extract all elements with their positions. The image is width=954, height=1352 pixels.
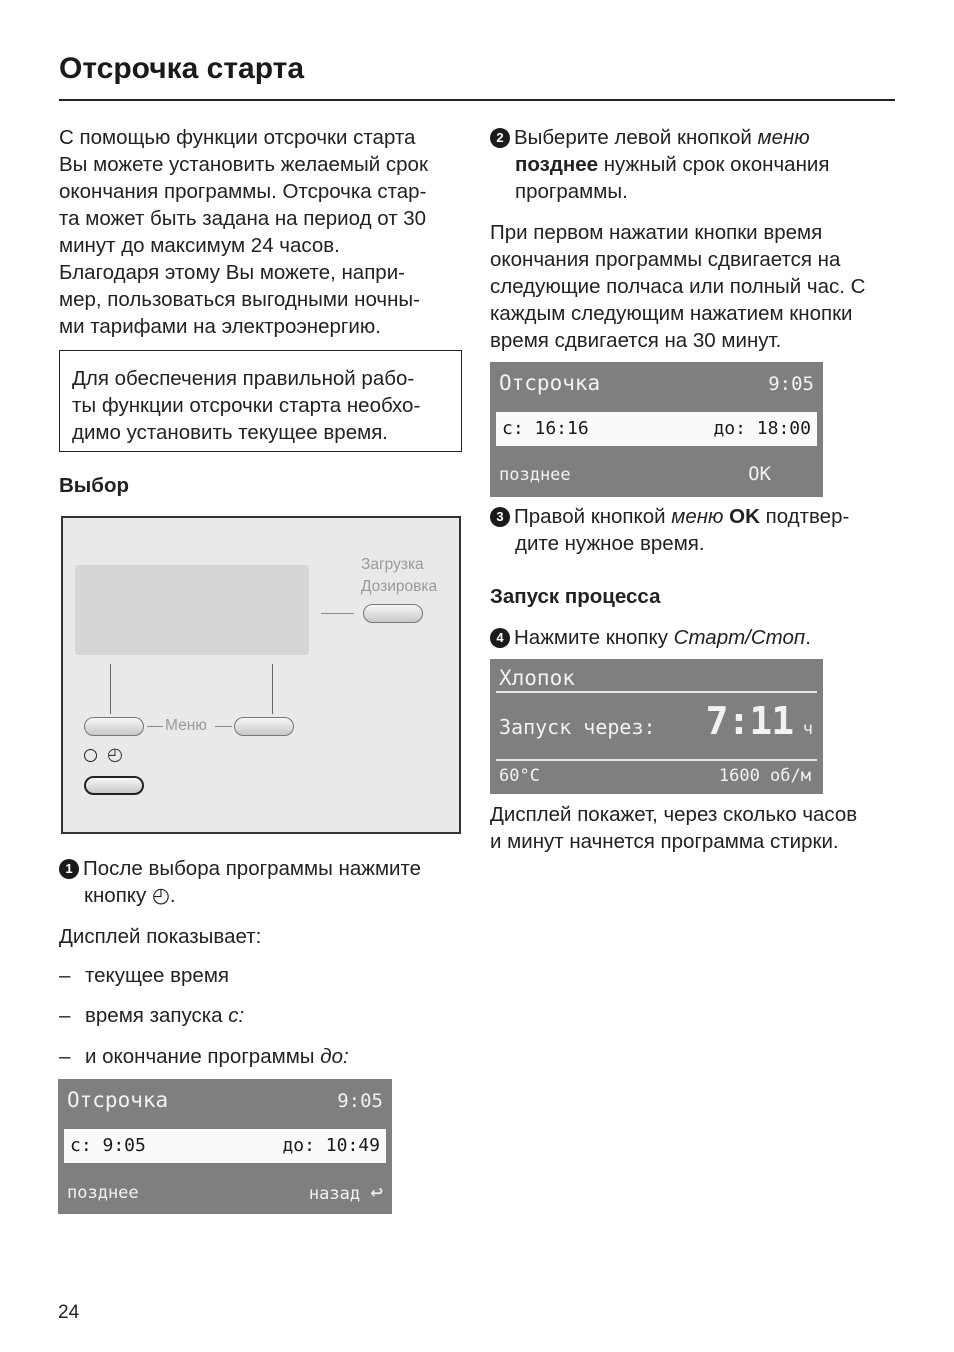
first-press-paragraph — [490, 219, 865, 354]
first-press-line: время сдвигается на 30 минут. — [490, 329, 782, 352]
lcd-clock: 9:05 — [337, 1090, 383, 1112]
lcd-back-label: назад — [308, 1184, 361, 1204]
step4-text: Нажмите кнопку — [514, 626, 674, 649]
menu-left-button[interactable] — [84, 717, 144, 736]
back-arrow-icon: ↩ — [370, 1180, 383, 1204]
lcd-start-time-group — [706, 699, 813, 743]
clock-icon: ◴ — [107, 744, 123, 764]
label-menu: Меню — [165, 717, 207, 734]
selection-heading: Выбор — [59, 474, 130, 497]
display-result-line: Дисплей покажет, через сколько часов — [490, 803, 858, 826]
lcd-unit: ч — [802, 719, 813, 739]
label-dose: Дозировка — [361, 578, 438, 595]
bullet-item — [59, 1045, 349, 1069]
lcd-title: Отсрочка — [67, 1088, 169, 1112]
intro-line: Благодаря этому Вы можете, напри- — [59, 261, 405, 284]
bullet-text: текущее время — [85, 964, 230, 987]
step1 — [59, 855, 421, 909]
clock-icon: ◴ — [151, 884, 170, 907]
intro-line: мер, пользоваться выгодными ночны- — [59, 288, 420, 311]
step3-ok-bold: OK — [729, 505, 760, 528]
lcd-from: с: 16:16 — [502, 418, 589, 439]
intro-paragraph — [59, 124, 428, 340]
step1-line2: кнопку — [84, 884, 152, 907]
notice-line: Для обеспечения правильной рабо- — [72, 367, 415, 390]
dash-mark: – — [59, 964, 71, 987]
display-result-paragraph — [490, 801, 857, 855]
start-process-heading: Запуск процесса — [490, 585, 661, 608]
left-leader-line — [110, 664, 111, 714]
lcd-start-label: Запуск через: — [499, 715, 656, 739]
step2-text: нужный срок окончания — [598, 153, 830, 176]
step1-period: . — [169, 884, 176, 907]
step4-start-stop-italic: Старт/Стоп — [673, 626, 806, 649]
dash-mark: – — [59, 1045, 71, 1068]
menu-right-button[interactable] — [234, 717, 294, 736]
lcd-start-time: 7:11 — [705, 699, 794, 743]
page-title: Отсрочка старта — [59, 52, 305, 85]
step-number-4: 4 — [490, 628, 510, 648]
display-result-line: и минут начнется программа стирки. — [490, 830, 839, 853]
lcd-from: с: 9:05 — [70, 1135, 146, 1156]
display-shows-text: Дисплей показывает: — [59, 925, 262, 948]
lcd-to: до: 10:49 — [282, 1135, 380, 1156]
bullet-item — [59, 964, 229, 988]
lcd-right-button-label — [309, 1180, 383, 1204]
lcd-title: Отсрочка — [499, 371, 601, 395]
step2-menu-italic: меню — [757, 126, 810, 149]
lcd-display-2 — [490, 362, 823, 497]
lcd-display-3 — [490, 659, 823, 794]
lcd-display-1 — [58, 1079, 392, 1214]
step1-line1: После выбора программы нажмите — [83, 857, 422, 880]
step4-period: . — [805, 626, 811, 649]
notice-line: ты функции отсрочки старта необхо- — [72, 394, 421, 417]
first-press-line: следующие полчаса или полный час. С — [490, 275, 866, 298]
intro-line: ми тарифами на электроэнергию. — [59, 315, 381, 338]
menu-line-left — [147, 726, 163, 727]
lcd-program: Хлопок — [499, 666, 575, 690]
lcd-left-button-label: позднее — [499, 465, 571, 485]
lcd-right-button-label: OK — [748, 463, 771, 485]
first-press-line: окончания программы сдвигается на — [490, 248, 841, 271]
label-load: Загрузка — [361, 556, 424, 573]
dose-leader-line — [321, 613, 354, 614]
lcd-spin-speed: 1600 об/м — [718, 766, 811, 786]
first-press-line: При первом нажатии кнопки время — [490, 221, 823, 244]
step3 — [490, 503, 849, 557]
menu-line-right — [215, 726, 232, 727]
step3-menu-italic: меню — [671, 505, 724, 528]
step2-text: Выберите левой кнопкой — [514, 126, 758, 149]
step-number-1: 1 — [59, 859, 79, 879]
control-panel-illustration — [61, 516, 461, 834]
notice-line: димо установить текущее время. — [72, 421, 388, 444]
intro-line: минут до максимум 24 часов. — [59, 234, 340, 257]
lcd-to: до: 18:00 — [713, 418, 811, 439]
lcd-temperature: 60°C — [499, 766, 540, 786]
lcd-left-button-label: позднее — [67, 1183, 139, 1203]
step-number-3: 3 — [490, 507, 510, 527]
intro-line: Вы можете установить желаемый срок — [59, 153, 428, 176]
step3-text: Правой кнопкой — [514, 505, 672, 528]
intro-line: окончания программы. Отсрочка стар- — [59, 180, 427, 203]
panel-display — [75, 565, 309, 655]
page-number: 24 — [58, 1302, 80, 1323]
right-leader-line — [272, 664, 273, 714]
step3-text: дите нужное время. — [515, 532, 705, 555]
step-number-2: 2 — [490, 128, 510, 148]
notice-box — [59, 350, 462, 452]
intro-line: та может быть задана на период от 30 — [59, 207, 427, 230]
title-rule — [59, 99, 895, 101]
notice-text — [72, 365, 420, 446]
step2-later-bold: позднее — [515, 153, 599, 176]
step4 — [490, 624, 811, 651]
intro-line: С помощью функции отсрочки старта — [59, 126, 416, 149]
bullet-italic: с: — [228, 1004, 245, 1027]
indicator-led — [84, 749, 97, 762]
dash-mark: – — [59, 1004, 71, 1027]
lcd-separator — [496, 691, 817, 693]
first-press-line: каждым следующим нажатием кнопки — [490, 302, 853, 325]
bullet-text: и окончание программы — [85, 1045, 321, 1068]
delay-start-button[interactable] — [84, 776, 144, 795]
lcd-highlight-row — [64, 1129, 386, 1163]
lcd-separator — [496, 759, 817, 761]
load-dose-button[interactable] — [363, 604, 423, 623]
step2-text: программы. — [515, 180, 628, 203]
step3-text: подтвер- — [759, 505, 850, 528]
bullet-text: время запуска — [85, 1004, 229, 1027]
step2 — [490, 124, 829, 205]
bullet-item — [59, 1004, 244, 1028]
lcd-highlight-row — [496, 412, 817, 446]
lcd-clock: 9:05 — [768, 373, 814, 395]
bullet-italic: до: — [320, 1045, 349, 1068]
